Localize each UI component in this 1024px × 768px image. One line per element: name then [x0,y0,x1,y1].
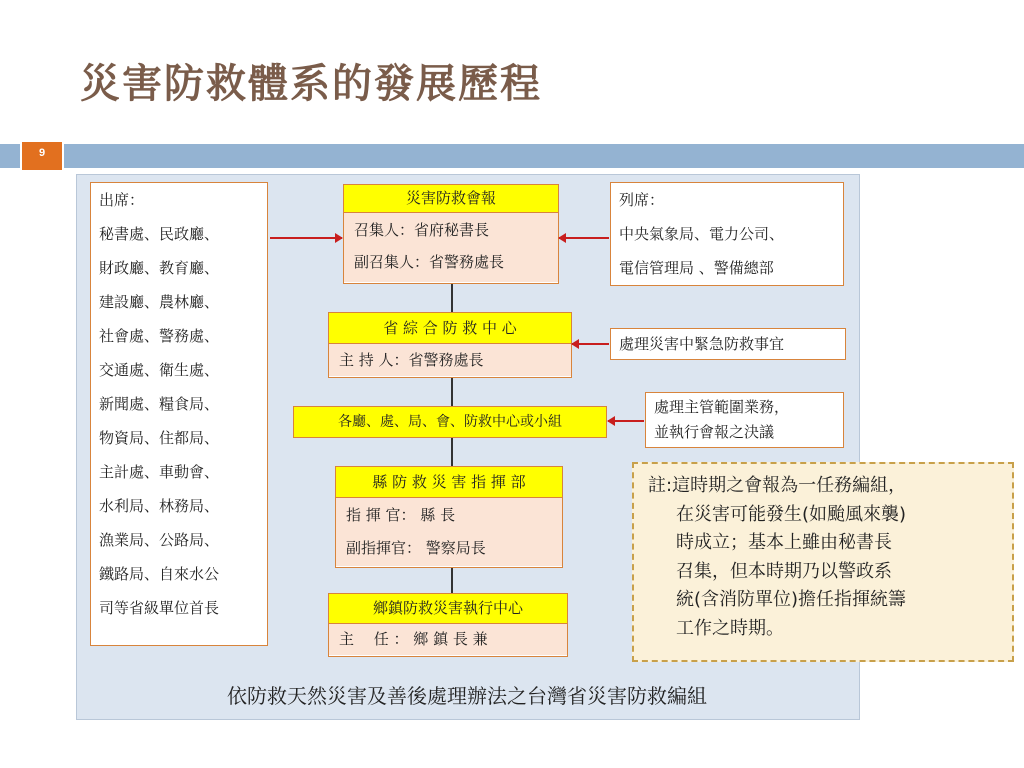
note-line: 統(含消防單位)擔任指揮統籌 [676,589,907,610]
arrow-note-to-departments [608,420,644,422]
center-row: 主 持 人：省警務處長 [339,351,484,369]
council-header: 災害防救會報 [344,185,558,213]
arrow-observers-to-council [559,237,609,239]
observers-line: 中央氣象局、電力公司、 [619,225,785,243]
township-header: 鄉鎮防救災害執行中心 [329,594,567,624]
attendees-line: 交通處、衛生處、 [99,361,220,379]
attendees-line: 物資局、住都局、 [99,429,220,447]
attendees-line: 主計處、車動會、 [99,463,220,481]
council-row: 召集人：省府秘書長 [354,221,490,239]
attendees-line: 漁業局、公路局、 [99,531,220,549]
county-box [335,466,563,568]
note-line: 工作之時期。 [676,617,784,639]
center-body [329,344,571,376]
departments-note-line: 處理主管範圍業務， [654,398,790,416]
observers-heading: 列席： [619,191,665,209]
township-body [329,624,567,655]
observers-box [610,182,844,286]
note-line: 時成立；基本上雖由秘書長 [676,532,892,553]
departments-note-box [645,392,844,448]
header-band-right [64,144,1024,168]
county-body [336,498,562,566]
attendees-line: 財政廳、教育廳、 [99,259,220,277]
diagram-caption: 依防救天然災害及善後處理辦法之台灣省災害防救編組 [227,684,707,708]
arrow-attendees-to-council [270,237,342,239]
center-box [328,312,572,378]
council-body [344,213,558,282]
attendees-line: 鐵路局、自來水公 [99,565,220,583]
observers-list [619,183,784,285]
attendees-line: 建設廳、農林廳、 [99,293,220,311]
attendees-line: 秘書處、民政廳、 [99,225,220,243]
council-box [343,184,559,284]
attendees-heading: 出席： [99,191,145,209]
attendees-list [99,183,219,625]
attendees-line: 司等省級單位首長 [99,599,220,617]
center-note-box: 處理災害中緊急防救事宜 [610,328,846,360]
attendees-line: 水利局、林務局、 [99,497,220,515]
center-header: 省 綜 合 防 救 中 心 [329,313,571,344]
county-row: 指 揮 官： 縣 長 [346,506,456,524]
annotation-note [632,462,1014,662]
attendees-box [90,182,268,646]
note-line: 註:這時期之會報為一任務編組， [648,475,907,496]
page-title: 災害防救體系的發展歷程 [80,61,542,107]
note-line: 在災害可能發生(如颱風來襲) [676,503,907,525]
page-number: 9 [22,142,62,170]
township-box [328,593,568,657]
header-band-left [0,144,20,168]
county-row: 副指揮官： 警察局長 [346,539,486,557]
county-header: 縣 防 救 災 害 指 揮 部 [336,467,562,498]
attendees-line: 社會處、警務處、 [99,327,220,345]
council-row: 副召集人：省警務處長 [354,253,505,271]
departments-box: 各廳、處、局、會、防救中心或小組 [293,406,607,438]
observers-line: 電信管理局 、警備總部 [619,259,774,277]
township-row: 主 任 ： 鄉 鎮 長 兼 [339,630,488,648]
note-line: 召集，但本時期乃以警政系 [676,560,892,582]
arrow-note-to-center [572,343,609,345]
departments-note-line: 並執行會報之決議 [654,423,775,441]
attendees-line: 新聞處、糧食局、 [99,395,220,413]
